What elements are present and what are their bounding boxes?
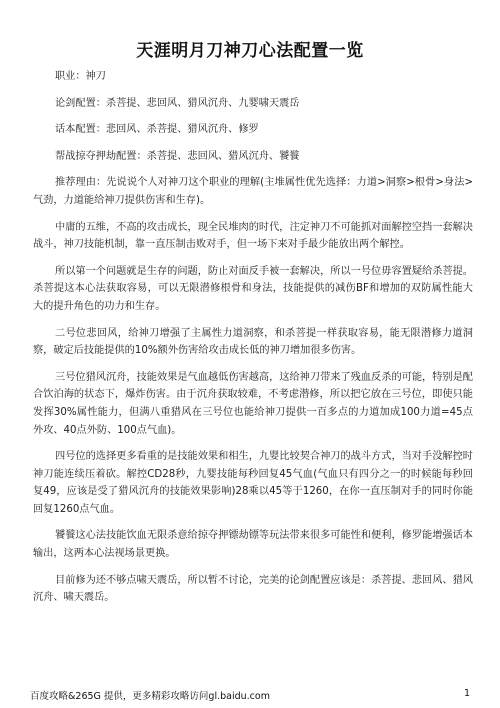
paragraph-slot-1: 所以第一个问题就是生存的问题，防止对面反手被一套解决，所以一号位毋容置疑给杀菩提。杀菩提这本心法获取容易，可以无限潜修根骨和身法，技能提供的减伤BF和增加的双防属性能大大的提升角色的功力和生存。: [33, 265, 473, 312]
document-body: [33, 68, 473, 616]
story-config-line: 话本配置：悲回风、杀菩提、猎风沉舟、修罗: [55, 124, 259, 136]
paragraph-reason: 推荐理由：先说说个人对神刀这个职业的理解(主堆属性优先选择：力道>洞察>根骨>身法>气劲，力道能给神刀提供伤害和生存)。: [33, 177, 473, 206]
paragraph-conclusion: 目前修为还不够点啸天震岳，所以暂不讨论，完美的论剑配置应该是：杀菩提、悲回风、猎风沉舟、啸天震岳。: [33, 574, 473, 604]
footer-text: 百度攻略&265G 提供，更多精彩攻略访问gl.baidu.com: [30, 691, 270, 702]
profession-line: 职业：神刀: [55, 71, 106, 82]
guild-config-line: 帮战掠夺押劫配置：杀菩提、悲回风、猎风沉舟、饕餮: [55, 150, 300, 162]
page-number: 1: [463, 688, 470, 699]
paragraph-slot-4: 四号位的选择更多看重的是技能效果和相生，九婴比较契合神刀的战斗方式，当对手没解控时神刀能连续压着砍。解控CD28秒，九婴技能每秒回复45气血(气血只有四分之一的时候能每秒回复49，应该是受了猎风沉舟的技能效果影响)28乘以45等于1260，在你一直压制对手的同时你能回复1260点气血。: [33, 451, 473, 515]
page-title: 天涯明月刀神刀心法配置一览: [136, 41, 364, 61]
arena-config-line: 论剑配置：杀菩提、悲回风、猎风沉舟、九婴啸天震岳: [55, 97, 300, 109]
paragraph-alternatives: 饕餮这心法技能饮血无限杀意给掠夺押镖劫镖等玩法带来很多可能性和便利，修罗能增强话本输出，这两本心法视场景更换。: [33, 530, 473, 560]
paragraph-attributes: 中庸的五维，不高的攻击成长，现全民堆肉的时代，注定神刀不可能抓对面解控空挡一套解决战斗，神刀技能机制，靠一直压制击败对手，但一场下来对手最少能放出两个解控。: [33, 221, 473, 251]
paragraph-slot-3: 三号位猎风沉舟，技能效果是气血越低伤害越高，这给神刀带来了残血反杀的可能，特别是配合饮泊海的状态下，爆炸伤害。由于沉舟获取较难，不考虑潜修，所以把它放在三号位，即使只能发挥30%属性能力，但满八重猎风在三号位也能给神刀提供一百多点的力道加成100力道=45点外攻、40点外防、100点气血)。: [33, 371, 473, 436]
paragraph-slot-2: 二号位悲回风，给神刀增强了主属性力道洞察，和杀菩提一样获取容易，能无限潜修力道洞察，破定后技能提供的10%额外伤害给攻击成长低的神刀增加很多伤害。: [33, 327, 473, 357]
